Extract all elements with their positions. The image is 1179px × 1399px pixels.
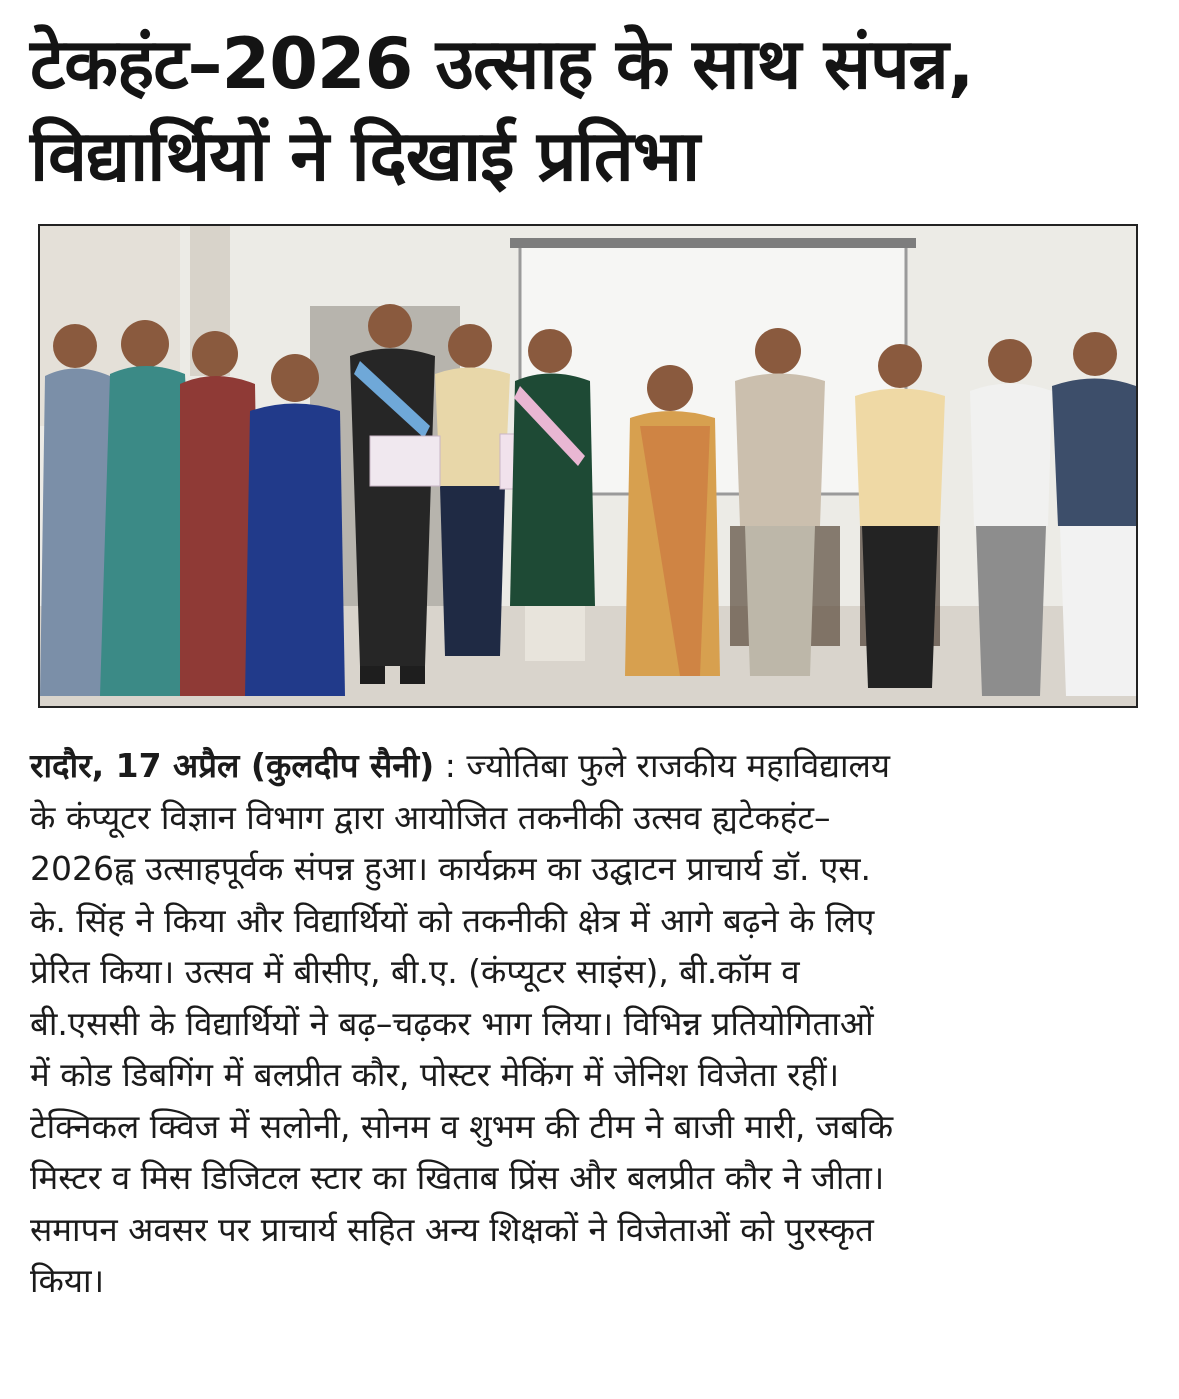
event-group-photo <box>38 224 1138 708</box>
body-line-4: के. सिंह ने किया और विद्यार्थियों को तकनीकी क्षेत्र में आगे बढ़ने के लिए <box>30 900 875 940</box>
body-line-9: मिस्टर व मिस डिजिटल स्टार का खिताब प्रिंस और बलप्रीत कौर ने जीता। <box>30 1158 885 1197</box>
dateline: रादौर, 17 अप्रैल (कुलदीप सैनी) <box>30 746 435 785</box>
article-body <box>30 740 1155 1307</box>
body-line-2: के कंप्यूटर विज्ञान विभाग द्वारा आयोजित तकनीकी उत्सव ह्यटेकहंट– <box>30 797 831 837</box>
body-line-1 <box>30 740 1155 792</box>
body-line-10: समापन अवसर पर प्राचार्य सहित अन्य शिक्षकों ने विजेताओं को पुरस्कृत <box>30 1209 874 1249</box>
body-line-11: किया। <box>30 1261 105 1300</box>
body-line-1-text: : ज्योतिबा फुले राजकीय महाविद्यालय <box>434 746 891 785</box>
body-line-8: टेक्निकल क्विज में सलोनी, सोनम व शुभम की टीम ने बाजी मारी, जबकि <box>30 1106 894 1146</box>
body-line-7: में कोड डिबगिंग में बलप्रीत कौर, पोस्टर मेकिंग में जेनिश विजेता रहीं। <box>30 1055 840 1094</box>
body-line-3: 2026ह्व उत्साहपूर्वक संपन्न हुआ। कार्यक्रम का उद्घाटन प्राचार्य डॉ. एस. <box>30 849 872 888</box>
article-headline <box>30 18 1160 202</box>
headline-line-2: विद्यार्थियों ने दिखाई प्रतिभा <box>30 115 700 197</box>
body-line-6: बी.एससी के विद्यार्थियों ने बढ़–चढ़कर भाग लिया। विभिन्न प्रतियोगिताओं <box>30 1003 874 1043</box>
body-line-5: प्रेरित किया। उत्सव में बीसीए, बी.ए. (कंप्यूटर साइंस), बी.कॉम व <box>30 952 800 991</box>
headline-line-1: टेकहंट–2026 उत्साह के साथ संपन्न, <box>30 23 974 105</box>
